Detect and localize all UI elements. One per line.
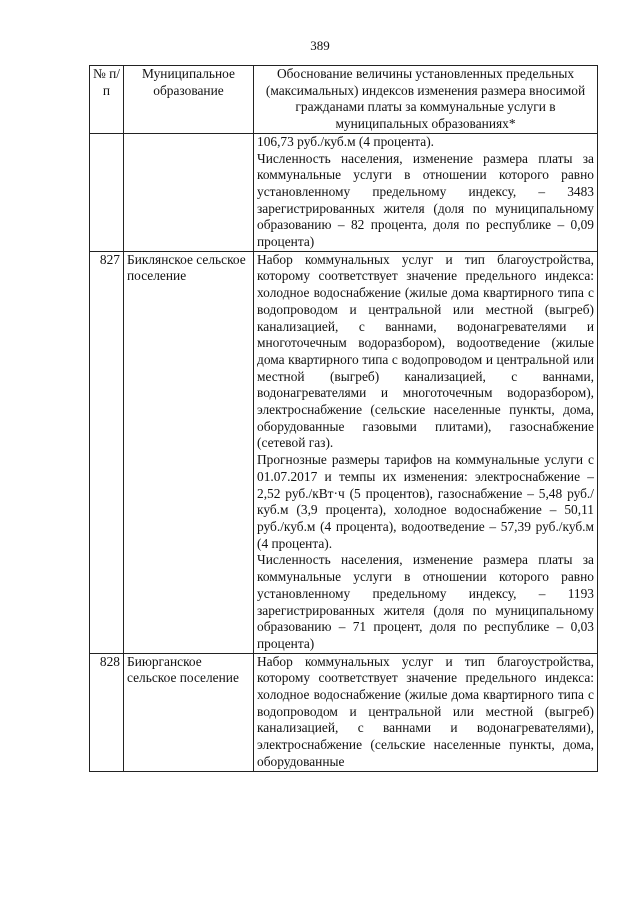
table-row bbox=[90, 653, 598, 771]
justification-paragraph: 106,73 руб./куб.м (4 процента). bbox=[257, 133, 435, 149]
row-number: 827 bbox=[90, 251, 124, 653]
justification-paragraph: Численность населения, изменение размера платы за коммунальные услуги в отношении которого равно установленному предельному индексу, – 1193 зарегистрированных жителя (доля по муниципальному образованию – 71 процент, доля по республике – 0,03 процента) bbox=[257, 552, 594, 651]
municipality-name: Биюрганское сельское поселение bbox=[124, 653, 254, 771]
justification-paragraph: Прогнозные размеры тарифов на коммунальные услуги с 01.07.2017 и темпы их изменения: электроснабжение – 2,52 руб./кВт·ч (5 процентов), газоснабжение – 5,48 руб./куб.м (3,9 процента), холодное водоснабжение – 50,11 руб./куб.м (4 процента), водоотведение – 57,39 руб./куб.м (4 процента). bbox=[257, 452, 594, 551]
row-number: 828 bbox=[90, 653, 124, 771]
page-number: 389 bbox=[310, 38, 330, 53]
justification-paragraph: Набор коммунальных услуг и тип благоустройства, которому соответствует значение предельного индекса: холодное водоснабжение (жилые дома квартирного типа с водопроводом и центральной или местной (выгреб) канализацией, с ваннами и водонагревателями), электроснабжение (сельские населенные пункты, дома, оборудованные bbox=[257, 653, 594, 769]
table-header-row bbox=[90, 66, 598, 134]
table-row bbox=[90, 133, 598, 251]
justification-paragraph: Набор коммунальных услуг и тип благоустройства, которому соответствует значение предельного индекса: холодное водоснабжение (жилые дома квартирного типа с водопроводом и центральной или местной (выгреб) канализацией, с ваннами, водонагревателями и многоточечным водоразбором), водоотведение (жилые дома квартирного типа с водопроводом и центральной или местной (выгреб) канализацией, с ваннами, водонагревателями и многоточечным водоразбором), электроснабжение (сельские населенные пункты, дома, оборудованные газовыми плитами), газоснабжение (сетевой газ). bbox=[257, 251, 594, 451]
justification-cell bbox=[254, 133, 598, 251]
tariff-justification-table bbox=[89, 65, 598, 772]
row-number bbox=[90, 133, 124, 251]
header-municipality: Муниципальное образование bbox=[124, 66, 254, 134]
header-number: № п/п bbox=[90, 66, 124, 134]
justification-cell bbox=[254, 251, 598, 653]
table-row bbox=[90, 251, 598, 653]
municipality-name: Биклянское сельское поселение bbox=[124, 251, 254, 653]
header-justification: Обоснование величины установленных предельных (максимальных) индексов изменения размера вносимой гражданами платы за коммунальные услуги в муниципальных образованиях* bbox=[254, 66, 598, 134]
municipality-name bbox=[124, 133, 254, 251]
justification-paragraph: Численность населения, изменение размера платы за коммунальные услуги в отношении которого равно установленному предельному индексу, – 3483 зарегистрированных жителя (доля по муниципальному образованию – 82 процента, доля по республике – 0,09 процента) bbox=[257, 150, 594, 250]
justification-cell bbox=[254, 653, 598, 771]
